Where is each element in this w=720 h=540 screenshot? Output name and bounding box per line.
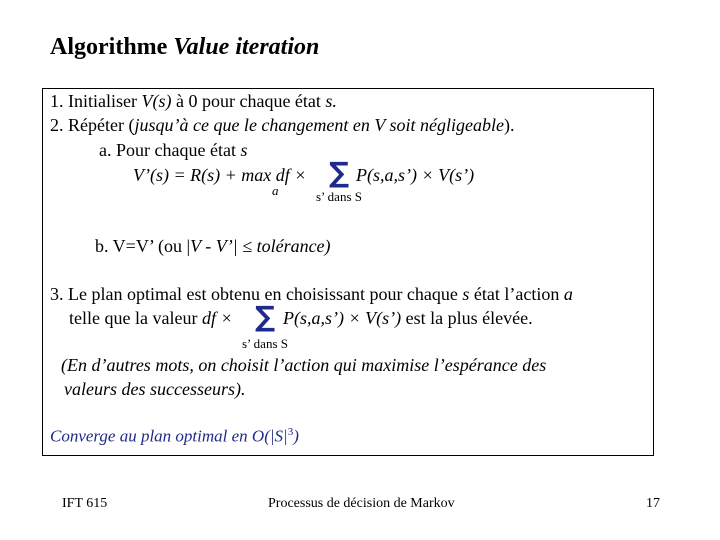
convergence-note: Converge au plan optimal en $O(|S|^3)$ <box>50 426 299 446</box>
page-number: 17 <box>646 496 660 511</box>
note-line-2: valeurs des successeurs). <box>64 379 246 399</box>
step-3-line-1: 3. Le plan optimal est obtenu en choisissant pour chaque s état l’action a <box>50 284 573 304</box>
sum-icon-2: ∑ <box>255 300 276 333</box>
footer-title: Processus de décision de Markov <box>268 496 455 511</box>
sum-subscript-2: s’ dans S <box>242 336 288 351</box>
step-3-line-2-rhs: P(s,a,s’) × V(s’) est la plus élevée. <box>283 308 533 328</box>
max-subscript: a <box>272 183 279 198</box>
step-1: 1. Initialiser V(s) à 0 pour chaque état s. <box>50 91 337 111</box>
note-line-1: (En d’autres mots, on choisit l’action qui maximise l’espérance des <box>61 355 547 375</box>
formula-update-rhs: P(s,a,s’) × V(s’) <box>356 165 475 185</box>
step-2b: b. V=V’ (ou |V - V’| ≤ tolérance) <box>95 236 331 256</box>
title-bold: Algorithme <box>50 34 174 60</box>
slide-title <box>50 34 319 61</box>
step-3-line-2: telle que la valeur df × <box>69 308 233 328</box>
footer-course: IFT 615 <box>62 496 108 511</box>
sum-subscript: s’ dans S <box>316 189 362 204</box>
step-2: 2. Répéter (jusqu’à ce que le changement en V soit négligeable). <box>50 115 515 135</box>
formula-update: V’(s) = R(s) + max df × <box>133 165 307 185</box>
title-italic: Value iteration <box>173 34 320 60</box>
sum-icon: ∑ <box>329 156 350 189</box>
step-2a: a. Pour chaque état s <box>99 140 248 160</box>
